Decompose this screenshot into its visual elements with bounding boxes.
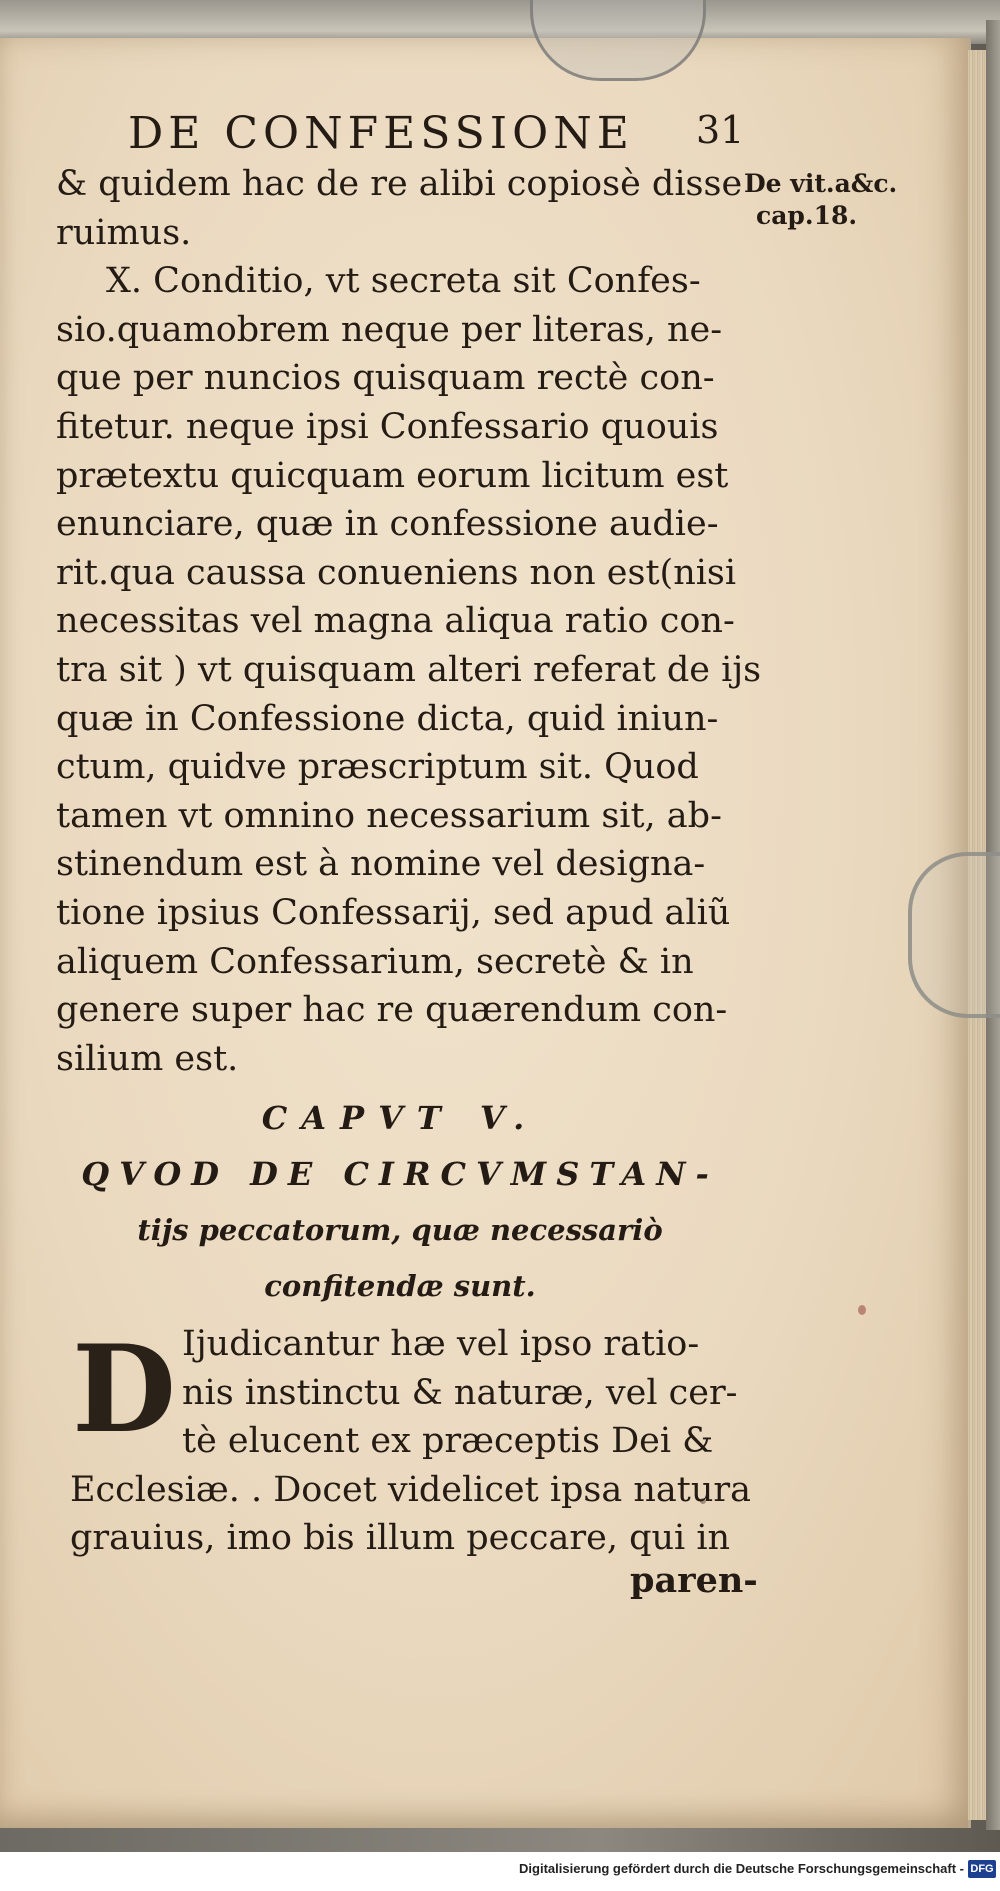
page-number: 31 bbox=[696, 108, 745, 152]
text-line: tè elucent ex præceptis Dei & bbox=[182, 1421, 714, 1462]
text-line: rit.qua caussa conueniens non est(nisi bbox=[56, 552, 737, 593]
text-line: ctum, quidve præscriptum sit. Quod bbox=[56, 747, 699, 788]
text-line: ruimus. bbox=[56, 212, 192, 253]
chapter-title-line: tijs peccatorum, quæ necessariò bbox=[137, 1213, 663, 1247]
text-line: tra sit ) vt quisquam alteri referat de ijs bbox=[56, 649, 762, 690]
text-line: nis instinctu & naturæ, vel cer- bbox=[182, 1372, 738, 1413]
margin-note bbox=[744, 168, 904, 232]
digitization-credit: Digitalisierung gefördert durch die Deutsche Forschungsgemeinschaft - bbox=[519, 1861, 964, 1876]
text-line: que per nuncios quisquam rectè con- bbox=[56, 358, 715, 399]
margin-note-line: De vit.a&c. bbox=[744, 169, 898, 198]
chapter-heading bbox=[60, 1090, 740, 1314]
text-line: genere super hac re quærendum con- bbox=[56, 990, 728, 1031]
text-line: tamen vt omnino necessarium sit, ab- bbox=[56, 795, 722, 836]
text-line: prætextu quicquam eorum licitum est bbox=[56, 455, 729, 496]
text-line: X. Conditio, vt secreta sit Confes- bbox=[106, 261, 701, 302]
text-line: Ecclesiæ. . Docet videlicet ipsa natura bbox=[70, 1469, 751, 1510]
margin-note-line: cap.18. bbox=[756, 201, 858, 230]
text-line: fitetur. neque ipsi Confessario quouis bbox=[56, 406, 719, 447]
chapter-title-line: QVOD DE CIRCVMSTAN- bbox=[81, 1155, 719, 1193]
text-line: stinendum est à nomine vel designa- bbox=[56, 844, 706, 885]
text-line: necessitas vel magna aliqua ratio con- bbox=[56, 601, 735, 642]
text-line: aliquem Confessarium, secretè & in bbox=[56, 941, 694, 982]
text-line: silium est. bbox=[56, 1038, 239, 1079]
text-line: grauius, imo bis illum peccare, qui in bbox=[70, 1518, 731, 1559]
running-head-title: DE CONFESSIONE bbox=[128, 108, 634, 159]
text-line: tione ipsius Confessarij, sed apud aliũ bbox=[56, 892, 731, 933]
text-line: quæ in Confessione dicta, quid iniun- bbox=[56, 698, 719, 739]
text-line: & quidem hac de re alibi copiosè disse bbox=[56, 164, 743, 204]
dfg-logo: DFG bbox=[968, 1860, 996, 1878]
stain-spot bbox=[858, 1305, 866, 1315]
text-line: Ijudicantur hæ vel ipso ratio- bbox=[182, 1324, 700, 1364]
text-line: enunciare, quæ in confessione audie- bbox=[56, 504, 719, 545]
body-text bbox=[56, 160, 762, 1083]
chapter-title-line: confitendæ sunt. bbox=[264, 1269, 536, 1303]
drop-cap: D bbox=[72, 1319, 177, 1460]
page-clip-right bbox=[908, 852, 1000, 1018]
paragraph-two bbox=[70, 1320, 750, 1563]
text-line: sio.quamobrem neque per literas, ne- bbox=[56, 309, 723, 350]
catchword: paren- bbox=[630, 1560, 758, 1601]
chapter-number: CAPVT V. bbox=[261, 1099, 539, 1137]
